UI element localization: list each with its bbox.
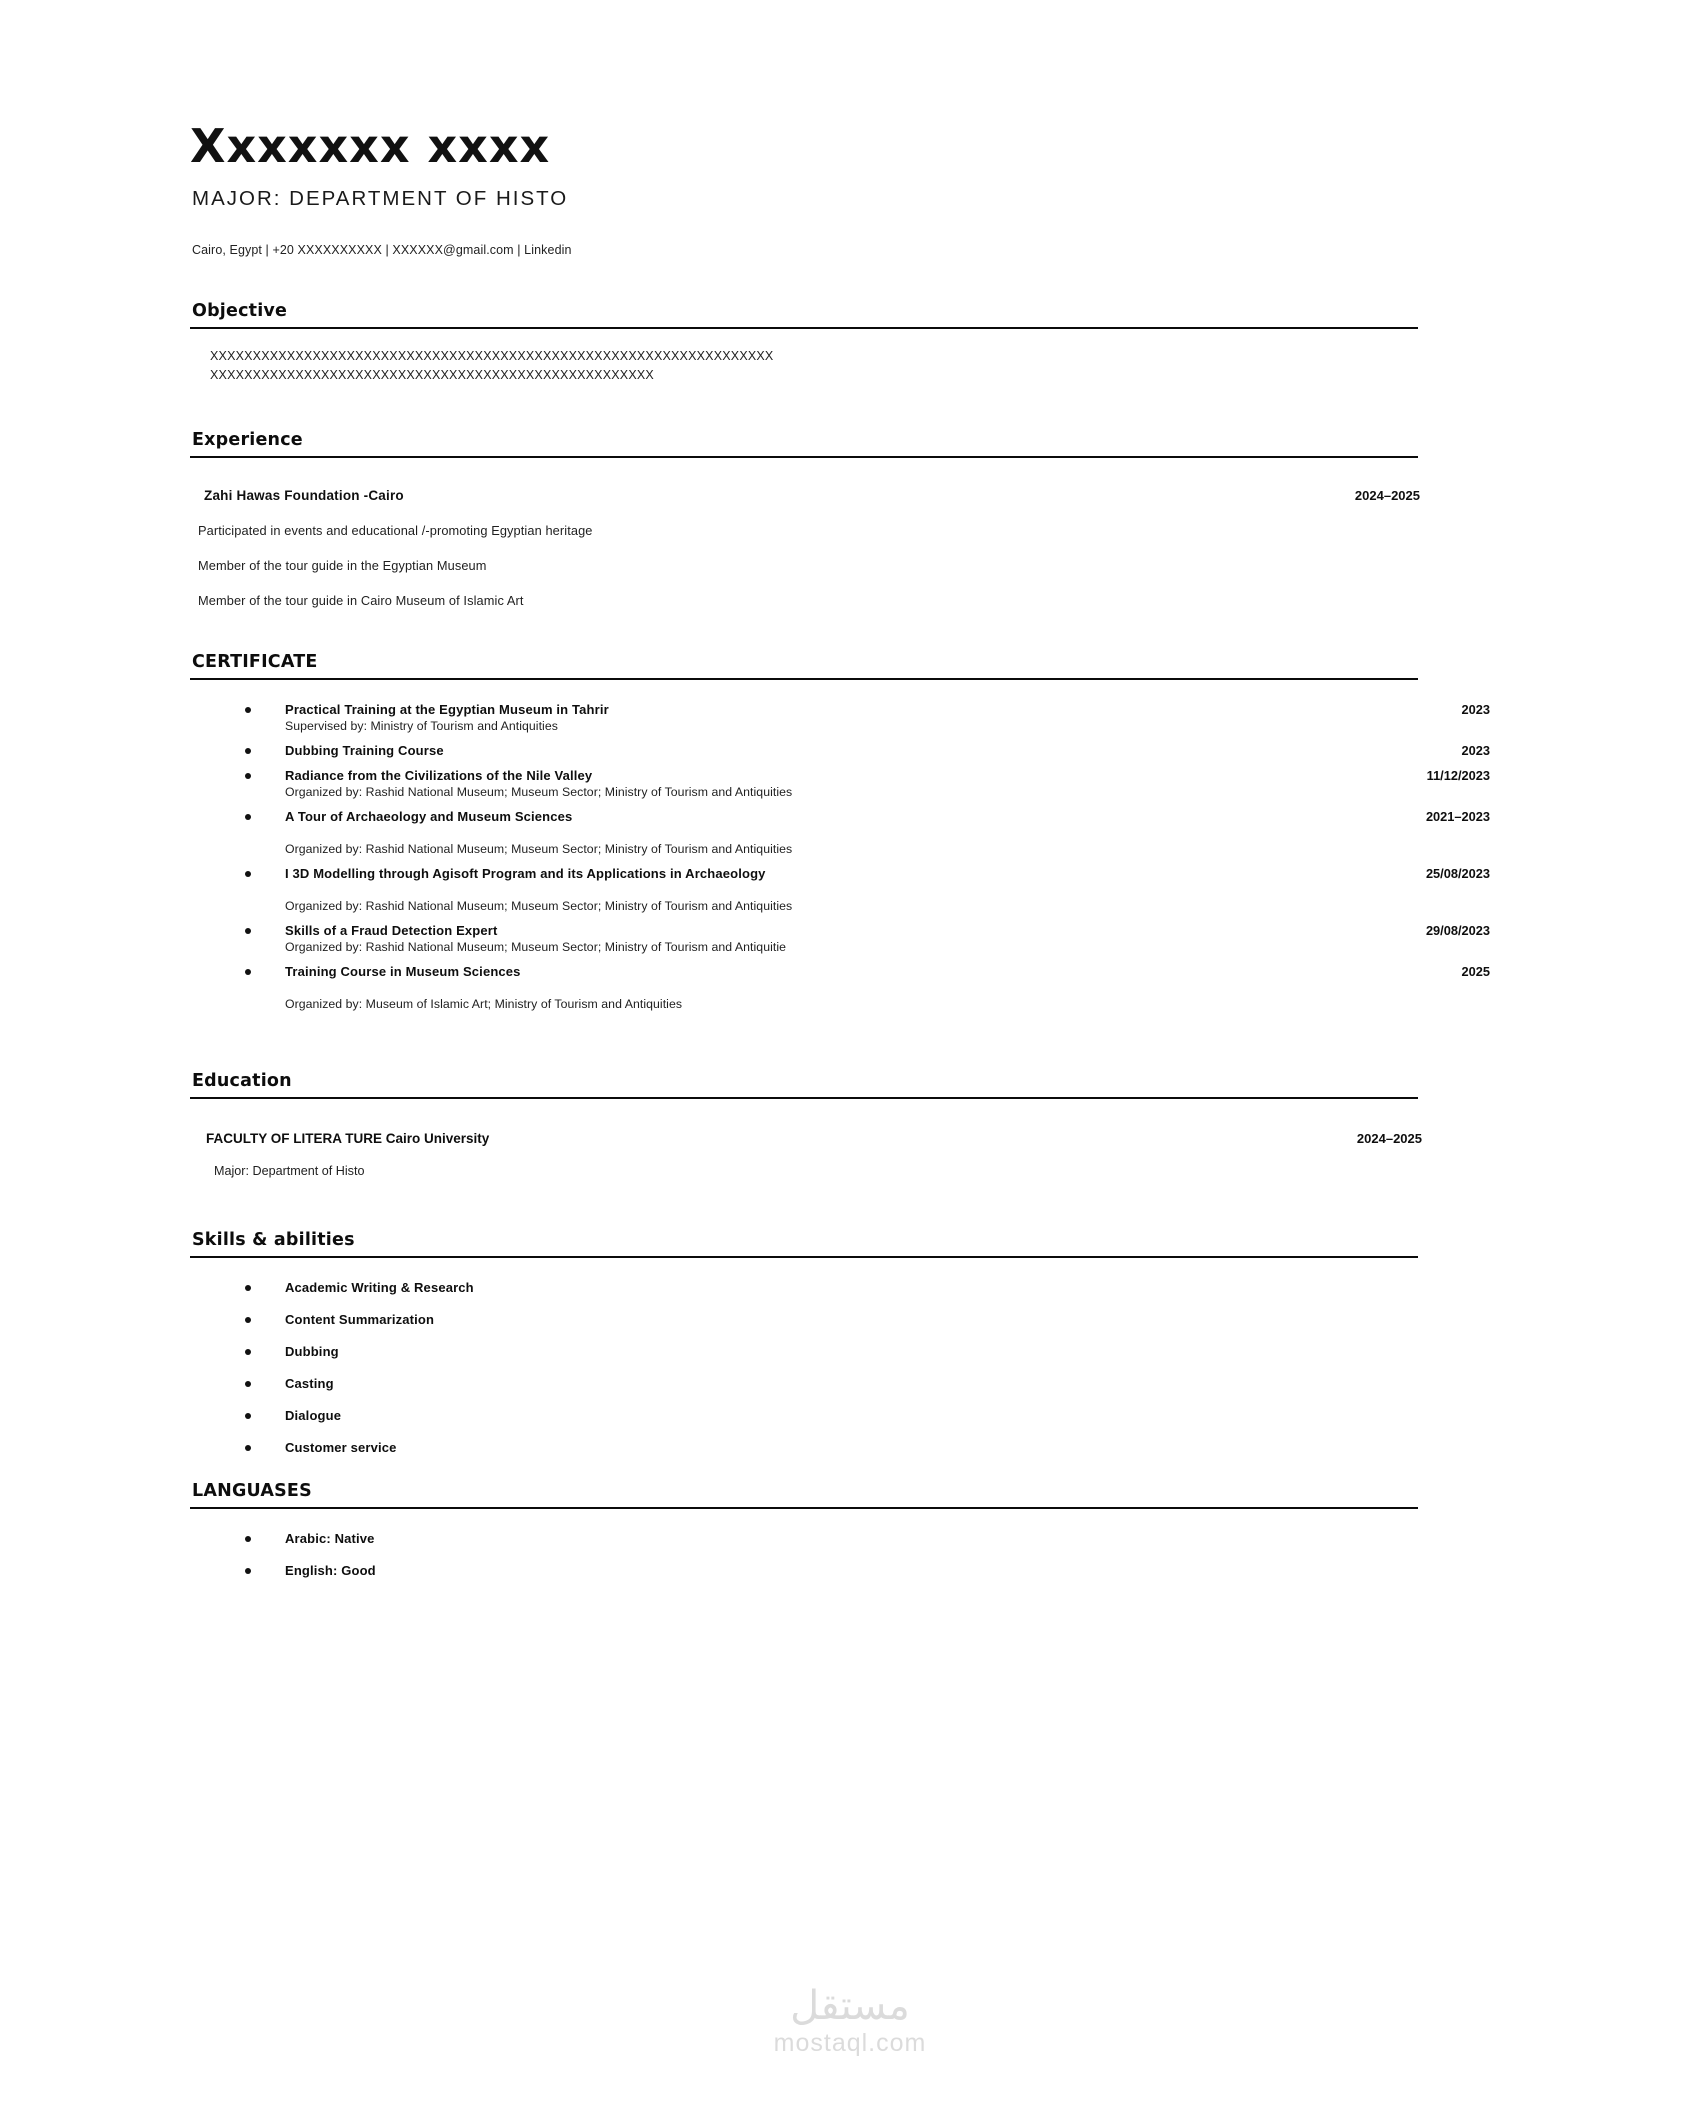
candidate-major: MAJOR: DEPARTMENT OF HISTO bbox=[192, 186, 569, 210]
section-certificate bbox=[190, 652, 1510, 1011]
bullet-icon bbox=[245, 871, 251, 877]
certificate-name: I 3D Modelling through Agisoft Program and its Applications in Archaeology bbox=[285, 865, 766, 881]
objective-line-2: XXXXXXXXXXXXXXXXXXXXXXXXXXXXXXXXXXXXXXXXXXXXXXXXXXXX bbox=[210, 368, 654, 383]
experience-bullet: Member of the tour guide in Cairo Museum of Islamic Art bbox=[198, 592, 524, 608]
watermark-latin: mostaql.com bbox=[773, 2029, 927, 2057]
skill-label: Customer service bbox=[285, 1439, 397, 1455]
bullet-icon bbox=[245, 969, 251, 975]
section-divider bbox=[190, 1256, 1418, 1258]
skills-list bbox=[190, 1280, 1510, 1455]
certificate-row bbox=[285, 702, 1490, 717]
section-divider bbox=[190, 327, 1418, 329]
certificate-name: Dubbing Training Course bbox=[285, 742, 444, 758]
education-major: Major: Department of Histo bbox=[214, 1163, 365, 1178]
watermark-arabic: مستقل bbox=[790, 1983, 910, 2029]
experience-bullet: Participated in events and educational /-promoting Egyptian heritage bbox=[198, 522, 593, 538]
bullet-icon bbox=[245, 707, 251, 713]
certificate-row bbox=[285, 809, 1490, 824]
list-item bbox=[190, 1440, 1510, 1455]
list-item bbox=[190, 1563, 1510, 1578]
language-label: Arabic: Native bbox=[285, 1530, 375, 1546]
certificate-subtitle: Organized by: Rashid National Museum; Museum Sector; Ministry of Tourism and Antiquities bbox=[285, 784, 793, 799]
certificate-subtitle: Organized by: Rashid National Museum; Museum Sector; Ministry of Tourism and Antiquitie bbox=[285, 939, 786, 954]
certificate-row bbox=[285, 923, 1490, 938]
contact-line: Cairo, Egypt | +20 XXXXXXXXXX | XXXXXX@gmail.com | Linkedin bbox=[192, 242, 572, 257]
section-title-certificate: CERTIFICATE bbox=[192, 651, 318, 672]
certificate-date: 2025 bbox=[1461, 963, 1490, 979]
bullet-icon bbox=[245, 1445, 251, 1451]
language-label: English: Good bbox=[285, 1562, 376, 1578]
objective-text bbox=[210, 347, 1510, 386]
section-title-education: Education bbox=[192, 1070, 292, 1091]
certificate-name: Radiance from the Civilizations of the Nile Valley bbox=[285, 767, 593, 783]
section-experience bbox=[190, 430, 1510, 608]
section-education bbox=[190, 1071, 1510, 1178]
bullet-icon bbox=[245, 748, 251, 754]
certificate-row bbox=[285, 743, 1490, 758]
certificate-row bbox=[285, 866, 1490, 881]
certificate-date: 25/08/2023 bbox=[1425, 865, 1490, 881]
certificate-list bbox=[190, 702, 1510, 1011]
bullet-icon bbox=[245, 928, 251, 934]
list-item bbox=[190, 702, 1510, 733]
skill-label: Content Summarization bbox=[285, 1311, 435, 1327]
skill-label: Academic Writing & Research bbox=[285, 1279, 474, 1295]
list-item bbox=[190, 866, 1510, 913]
certificate-subtitle: Organized by: Rashid National Museum; Museum Sector; Ministry of Tourism and Antiquities bbox=[285, 841, 793, 856]
list-item bbox=[190, 743, 1510, 758]
list-item bbox=[190, 964, 1510, 1011]
bullet-icon bbox=[245, 1349, 251, 1355]
bullet-icon bbox=[245, 773, 251, 779]
section-skills bbox=[190, 1230, 1510, 1455]
bullet-icon bbox=[245, 1536, 251, 1542]
candidate-name: Xxxxxxx xxxx bbox=[190, 119, 551, 173]
section-languages bbox=[190, 1481, 1510, 1578]
bullet-icon bbox=[245, 1381, 251, 1387]
page-bottom-edge bbox=[0, 2102, 1700, 2116]
certificate-row bbox=[285, 964, 1490, 979]
skill-label: Dialogue bbox=[285, 1407, 342, 1423]
certificate-name: Practical Training at the Egyptian Museum in Tahrir bbox=[285, 701, 609, 717]
section-title-experience: Experience bbox=[192, 429, 303, 450]
certificate-name: A Tour of Archaeology and Museum Sciences bbox=[285, 808, 573, 824]
section-divider bbox=[190, 456, 1418, 458]
certificate-date: 2023 bbox=[1461, 742, 1490, 758]
certificate-name: Skills of a Fraud Detection Expert bbox=[285, 922, 498, 938]
bullet-icon bbox=[245, 1568, 251, 1574]
certificate-date: 11/12/2023 bbox=[1426, 767, 1490, 783]
section-title-languages: LANGUASES bbox=[192, 1480, 312, 1501]
list-item bbox=[190, 1344, 1510, 1359]
certificate-subtitle: Supervised by: Ministry of Tourism and Antiquities bbox=[285, 718, 558, 733]
bullet-icon bbox=[245, 1317, 251, 1323]
certificate-row bbox=[285, 768, 1490, 783]
list-item bbox=[190, 1280, 1510, 1295]
resume-content bbox=[190, 120, 1510, 1595]
languages-list bbox=[190, 1531, 1510, 1578]
certificate-subtitle: Organized by: Rashid National Museum; Museum Sector; Ministry of Tourism and Antiquities bbox=[285, 898, 793, 913]
education-entry-header bbox=[206, 1131, 1422, 1146]
bullet-icon bbox=[245, 814, 251, 820]
certificate-date: 2023 bbox=[1461, 701, 1490, 717]
certificate-date: 2021–2023 bbox=[1425, 808, 1490, 824]
list-item bbox=[190, 1531, 1510, 1546]
certificate-date: 29/08/2023 bbox=[1425, 922, 1490, 938]
header-block bbox=[190, 120, 1510, 257]
list-item bbox=[190, 1312, 1510, 1327]
education-date: 2024–2025 bbox=[1356, 1130, 1422, 1146]
objective-line-1: XXXXXXXXXXXXXXXXXXXXXXXXXXXXXXXXXXXXXXXXXXXXXXXXXXXXXXXXXXXXXXXXXX bbox=[210, 348, 774, 363]
list-item bbox=[190, 1408, 1510, 1423]
list-item bbox=[190, 923, 1510, 954]
section-divider bbox=[190, 1507, 1418, 1509]
list-item bbox=[190, 1376, 1510, 1391]
list-item bbox=[190, 768, 1510, 799]
watermark bbox=[0, 1985, 1700, 2058]
certificate-name: Training Course in Museum Sciences bbox=[285, 963, 521, 979]
section-divider bbox=[190, 678, 1418, 680]
list-item bbox=[190, 809, 1510, 856]
experience-entry-header bbox=[204, 488, 1420, 503]
skill-label: Casting bbox=[285, 1375, 334, 1391]
certificate-subtitle: Organized by: Museum of Islamic Art; Ministry of Tourism and Antiquities bbox=[285, 996, 683, 1011]
section-title-objective: Objective bbox=[192, 300, 288, 321]
section-divider bbox=[190, 1097, 1418, 1099]
experience-bullet: Member of the tour guide in the Egyptian Museum bbox=[198, 557, 487, 573]
section-title-skills: Skills & abilities bbox=[192, 1229, 355, 1250]
experience-date: 2024–2025 bbox=[1354, 487, 1420, 503]
skill-label: Dubbing bbox=[285, 1343, 339, 1359]
bullet-icon bbox=[245, 1285, 251, 1291]
section-objective bbox=[190, 301, 1510, 386]
education-school: FACULTY OF LITERA TURE Cairo University bbox=[206, 1130, 490, 1146]
experience-company: Zahi Hawas Foundation -Cairo bbox=[204, 487, 404, 503]
bullet-icon bbox=[245, 1413, 251, 1419]
